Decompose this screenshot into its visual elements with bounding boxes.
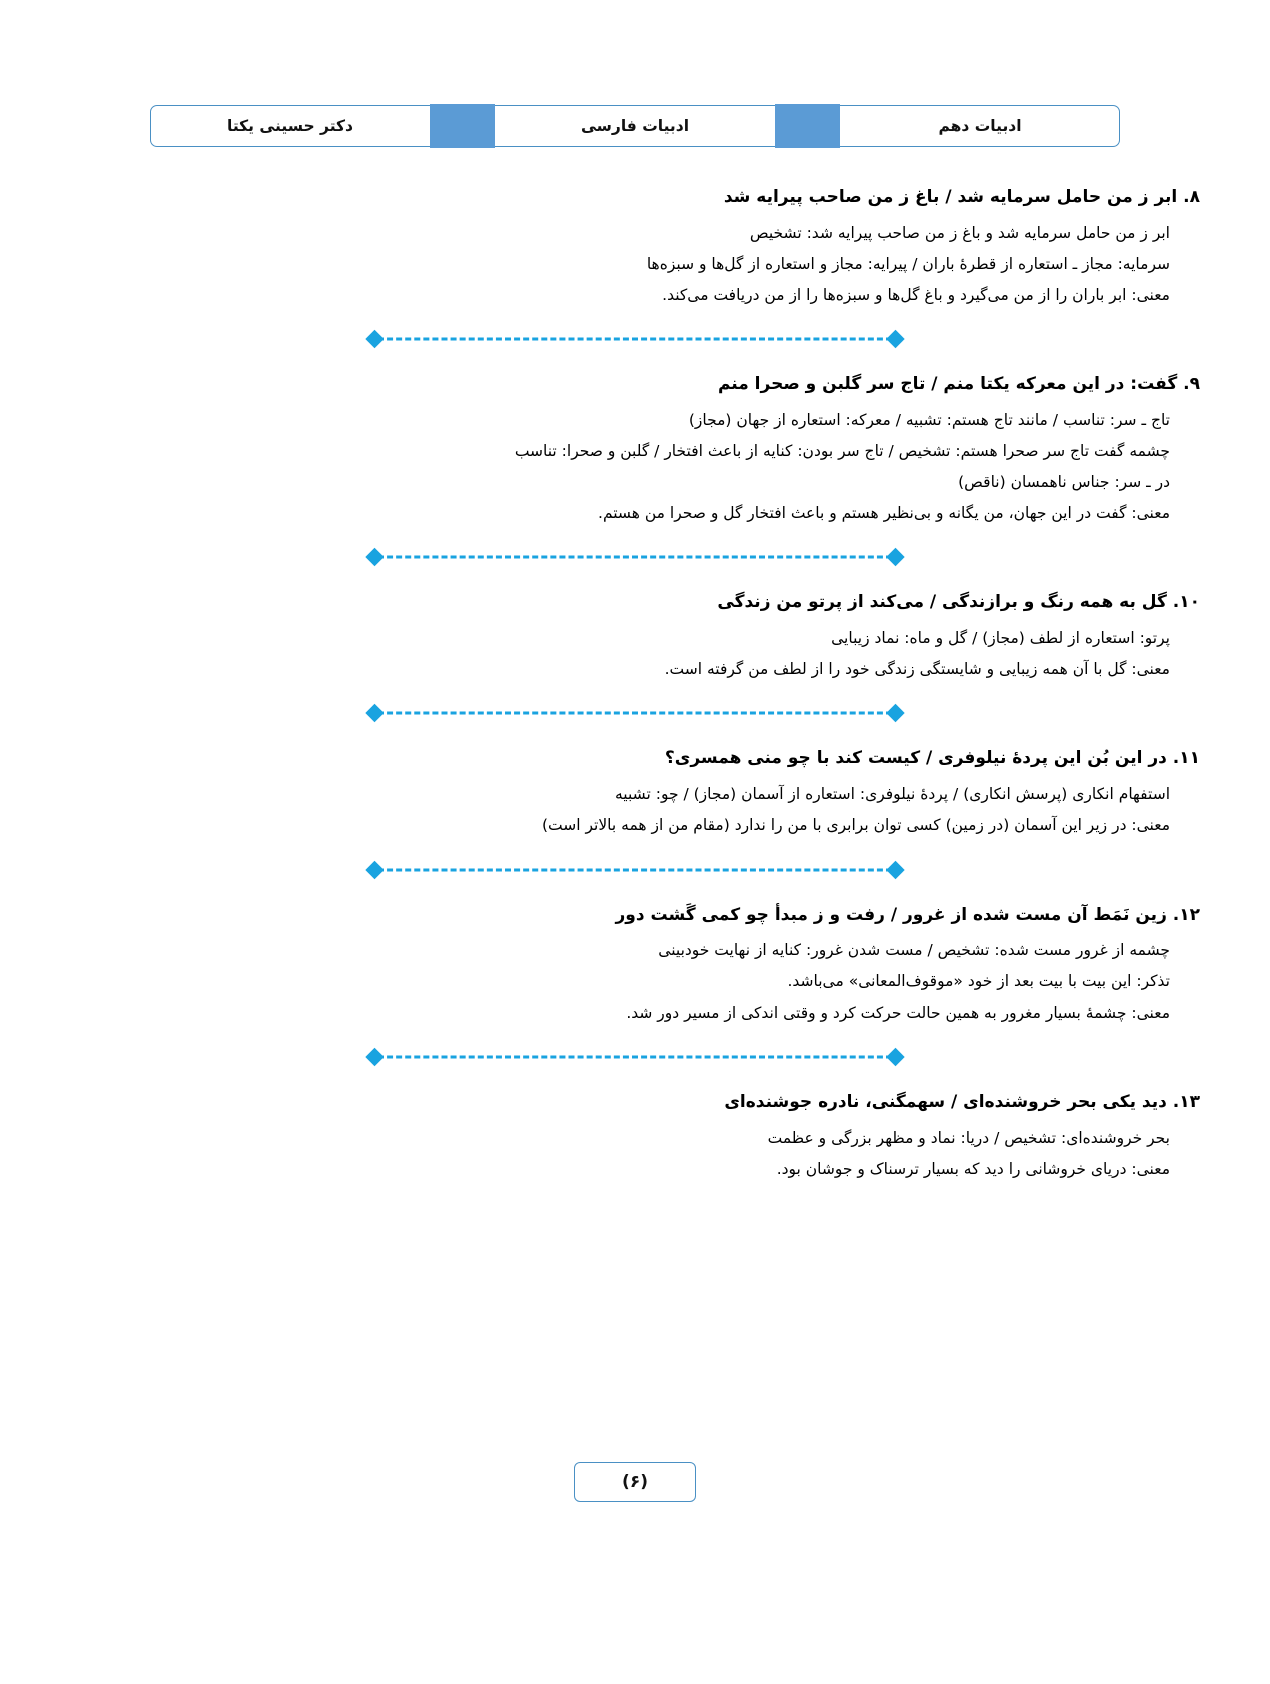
section-divider: [370, 324, 900, 354]
note-line: تاج ـ سر: تناسب / مانند تاج هستم: تشبیه / معرکه: استعاره از جهان (مجاز): [688, 410, 1170, 429]
diamond-icon: [365, 860, 383, 878]
diamond-icon: [365, 1047, 383, 1065]
note-line: معنی: گفت در این جهان، من یگانه و بی‌نظیر هستم و باعث افتخار گل و صحرا من هستم.: [598, 504, 1170, 523]
header-cell-left: ادبیات دهم: [938, 117, 1022, 135]
note-line: معنی: چشمهٔ بسیار مغرور به همین حالت حرکت کرد و وقتی اندکی از مسیر دور شد.: [626, 1003, 1170, 1022]
note-line: چشمه گفت تاج سر صحرا هستم: تشخیص / تاج سر بودن: کنایه از باعث افتخار / گلبن و صحرا: تناسب: [514, 442, 1170, 461]
note-line: بحر خروشنده‌ای: تشخیص / دریا: نماد و مظهر بزرگی و عظمت: [767, 1128, 1170, 1147]
divider-line: [378, 1055, 892, 1058]
header-cell-center: ادبیات فارسی: [580, 117, 690, 135]
page-header: [150, 105, 1120, 147]
page-number-badge: (۶): [574, 1462, 696, 1502]
header-cell-right: دکتر حسینی یکتا: [227, 117, 353, 135]
note-line: معنی: دریای خروشانی را دید که بسیار ترسناک و جوشان بود.: [776, 1159, 1170, 1178]
section-divider: [370, 1042, 900, 1072]
note-line: ابر ز من حامل سرمایه شد و باغ ز من صاحب پیرایه شد: تشخیص: [749, 223, 1170, 242]
divider-line: [378, 556, 892, 559]
section-divider: [370, 855, 900, 885]
divider-line: [378, 338, 892, 341]
verse-line: ۱۲. زین نَمَط آن مست شده از غرور / رفت و ز مبدأ چو کمی گَشت دور: [615, 904, 1200, 925]
note-line: سرمایه: مجاز ـ استعاره از قطرهٔ باران / پیرایه: مجاز و استعاره از گل‌ها و سبزه‌ها: [646, 254, 1170, 273]
diamond-icon: [365, 330, 383, 348]
verse-line: ۸. ابر ز من حامل سرمایه شد / باغ ز من صاحب پیرایه شد: [723, 187, 1200, 207]
note-line: معنی: گل با آن همه زیبایی و شایستگی زندگی خود را از لطف من گرفته است.: [664, 660, 1170, 679]
verse-line: ۱۳. دید یکی بحر خروشنده‌ای / سهمگنی، نادره جوشنده‌ای: [724, 1091, 1200, 1112]
note-line: تذکر: این بیت با بیت بعد از خود «موقوف‌المعانی» می‌باشد.: [787, 972, 1170, 991]
section-divider: [370, 698, 900, 728]
note-line: در ـ سر: جناس ناهمسان (ناقص): [958, 473, 1170, 492]
entry-11: [60, 746, 1210, 838]
entry-12: [60, 903, 1210, 1026]
entry-9: [60, 372, 1210, 526]
verse-line: ۱۱. در این بُن این پردهٔ نیلوفری / کیست کند با چو منی همسری؟: [664, 748, 1200, 769]
divider-line: [378, 868, 892, 871]
verse-line: ۱۰. گل به همه رنگ و برازندگی / می‌کند از پرتو من زندگی: [717, 592, 1200, 613]
document-body: [60, 185, 1210, 1182]
page-footer: [0, 1462, 1270, 1502]
diamond-icon: [365, 704, 383, 722]
note-line: معنی: ابر باران را از من می‌گیرد و باغ گل‌ها و سبزه‌ها را از من دریافت می‌کند.: [662, 286, 1170, 305]
entry-13: [60, 1090, 1210, 1182]
note-line: استفهام انکاری (پرسش انکاری) / پردهٔ نیلوفری: استعاره از آسمان (مجاز) / چو: تشبیه: [614, 785, 1170, 804]
diamond-icon: [365, 548, 383, 566]
header-separator-left: [775, 104, 840, 148]
entry-8: [60, 185, 1210, 308]
note-line: چشمه از غرور مست شده: تشخیص / مست شدن غرور: کنایه از نهایت خودبینی: [658, 941, 1170, 960]
header-separator-right: [430, 104, 495, 148]
section-divider: [370, 542, 900, 572]
note-line: معنی: در زیر این آسمان (در زمین) کسی توان برابری با من را ندارد (مقام من از همه بالاتر است): [541, 816, 1170, 835]
verse-line: ۹. گفت: در این معرکه یکتا منم / تاج سر گلبن و صحرا منم: [717, 374, 1200, 395]
header-cells: [150, 105, 1120, 147]
note-line: پرتو: استعاره از لطف (مجاز) / گل و ماه: نماد زیبایی: [831, 629, 1170, 648]
entry-10: [60, 590, 1210, 682]
divider-line: [378, 712, 892, 715]
